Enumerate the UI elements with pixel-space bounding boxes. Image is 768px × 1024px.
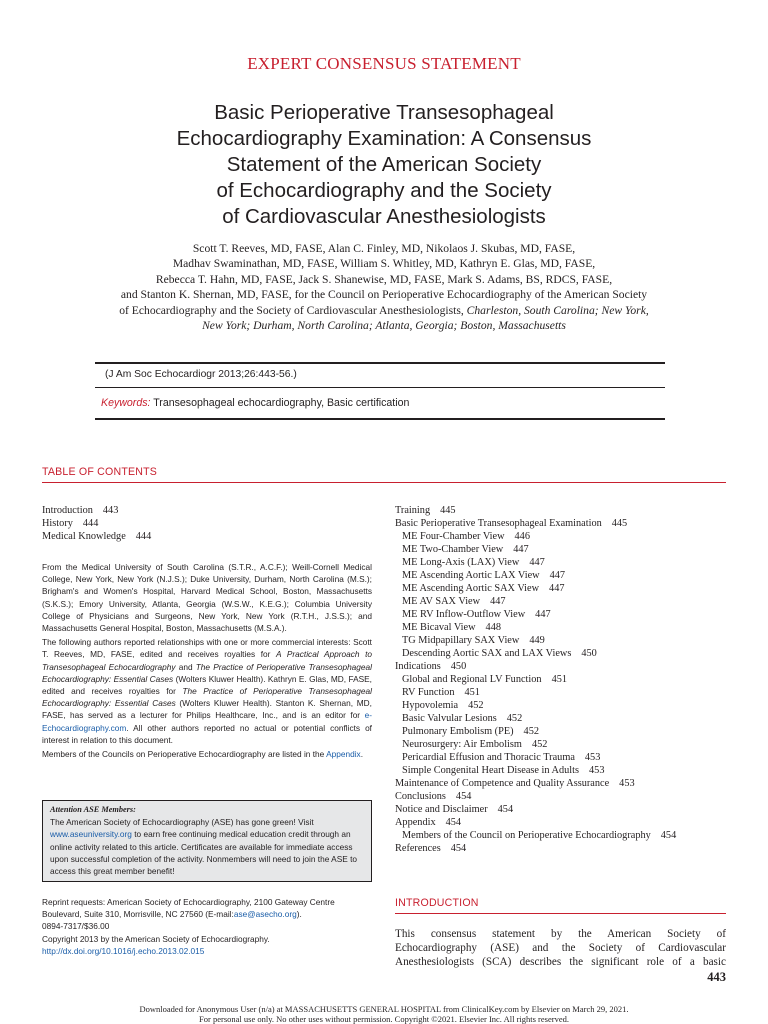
toc-entry[interactable]: Conclusions 454 bbox=[395, 791, 472, 802]
toc-entry[interactable]: ME Long-Axis (LAX) View 447 bbox=[402, 557, 545, 568]
author-line-plain: of Echocardiography and the Society of Cardiovascular Anesthesiologists, bbox=[119, 303, 464, 317]
toc-entry[interactable]: Notice and Disclaimer 454 bbox=[395, 804, 514, 815]
toc-entry[interactable]: TG Midpapillary SAX View 449 bbox=[402, 635, 545, 646]
affiliations-block bbox=[42, 561, 372, 760]
introduction-heading: INTRODUCTION bbox=[395, 897, 479, 909]
reprint-line: Boulevard, Suite 310, Morrisville, NC 27560 (E-mail:ase@asecho.org). bbox=[42, 909, 302, 920]
keywords bbox=[101, 397, 409, 409]
author-line bbox=[84, 303, 684, 318]
toc-entry[interactable]: ME Ascending Aortic LAX View 447 bbox=[402, 570, 566, 581]
citation: (J Am Soc Echocardiogr 2013;26:443-56.) bbox=[105, 369, 297, 380]
toc-divider bbox=[42, 482, 726, 483]
page-number: 443 bbox=[707, 970, 726, 984]
toc-right-column bbox=[395, 504, 730, 855]
toc-entry[interactable]: ME AV SAX View 447 bbox=[402, 596, 506, 607]
toc-entry[interactable]: Hypovolemia 452 bbox=[402, 700, 484, 711]
keywords-label: Keywords: bbox=[101, 397, 151, 409]
toc-entry[interactable]: Medical Knowledge 444 bbox=[42, 531, 152, 542]
toc-entry[interactable]: Descending Aortic SAX and LAX Views 450 bbox=[402, 648, 597, 659]
toc-entry[interactable]: ME Four-Chamber View 446 bbox=[402, 531, 530, 542]
echo-website-link[interactable]: e-Echocardiography.com bbox=[42, 710, 373, 733]
toc-entry[interactable]: Basic Valvular Lesions 452 bbox=[402, 713, 523, 724]
author-list bbox=[84, 241, 684, 333]
title-line: Echocardiography Examination: A Consensus bbox=[176, 127, 592, 150]
author-line: Scott T. Reeves, MD, FASE, Alan C. Finley, MD, Nikolaos J. Skubas, MD, FASE, bbox=[192, 242, 576, 255]
toc-entry[interactable]: Simple Congenital Heart Disease in Adults 453 bbox=[402, 765, 605, 776]
footer-line: Downloaded for Anonymous User (n/a) at MASSACHUSETTS GENERAL HOSPITAL from ClinicalKey.com by Elsevier on March 29, 2021. bbox=[139, 1004, 629, 1014]
introduction-text bbox=[395, 927, 726, 969]
disclosure-text: The following authors reported relationships with one or more commercial interests: Scott T. Reeves, MD, FASE, edited and receives royalties for A Practical Approach to Transesophageal Echocardiography and The Practice of Perioperative Transesophageal Echocardiography: Essential Cases (Wolters Kluwer Health). Kathryn E. Glas, MD, FASE, edited and receives royalties for The Practice of Perioperative Transesophageal Echocardiography: Essential Cases (Wolters Kluwer Health). Stanton K. Shernan, MD, FASE, has served as a lecturer for Philips Healthcare, Inc., and is an editor for e-Echocardiography.com. All other authors reported no actual or potential conflicts of interest in relation to this document. bbox=[42, 637, 373, 745]
introduction-divider bbox=[395, 913, 726, 914]
author-line bbox=[84, 318, 684, 333]
keywords-text: Transesophageal echocardiography, Basic certification bbox=[153, 397, 410, 409]
issn: 0894-7317/$36.00 bbox=[42, 921, 110, 932]
author-location: New York; Durham, North Carolina; Atlanta, Georgia; Boston, Massachusetts bbox=[202, 319, 566, 333]
affiliations-text: From the Medical University of South Carolina (S.T.R., A.C.F.); Weill-Cornell Medical College, New York, New York (N.J.S.); Duke University, Durham, North Carolina (M.S.); Brigham's and Women's Hospital, Harvard Medical School, Boston, Massachusetts (S.K.S.); Emory University, Atlanta, Georgia (W.S.W., K.E.G.); Columbia University College of Physicians and Surgeons, New York, New York (R.T.H., J.S.S.); and Massachusetts General Hospital, Boston, Massachusetts (M.S.A.). bbox=[42, 562, 372, 634]
toc-entry[interactable]: ME RV Inflow-Outflow View 447 bbox=[402, 609, 551, 620]
ase-university-link[interactable]: www.aseuniversity.org bbox=[50, 829, 132, 840]
divider bbox=[95, 418, 665, 420]
toc-entry[interactable]: Basic Perioperative Transesophageal Examination 445 bbox=[395, 518, 628, 529]
title-line: Statement of the American Society bbox=[226, 153, 542, 176]
appendix-link[interactable]: Appendix bbox=[326, 749, 361, 760]
author-line: and Stanton K. Shernan, MD, FASE, for the Council on Perioperative Echocardiography of the American Society bbox=[120, 288, 648, 302]
toc-entry[interactable]: Global and Regional LV Function 451 bbox=[402, 674, 568, 685]
toc-entry[interactable]: Maintenance of Competence and Quality Assurance 453 bbox=[395, 778, 635, 789]
toc-entry[interactable]: Neurosurgery: Air Embolism 452 bbox=[402, 739, 548, 750]
title-line: Basic Perioperative Transesophageal bbox=[214, 101, 554, 124]
notice-title: Attention ASE Members: bbox=[50, 805, 136, 814]
toc-entry[interactable]: Appendix 454 bbox=[395, 817, 462, 828]
intro-line: This consensus statement by the American Society of bbox=[395, 928, 726, 940]
intro-line: Anesthesiologists (SCA) describes the significant role of a basic bbox=[395, 956, 726, 968]
toc-heading: TABLE OF CONTENTS bbox=[42, 466, 158, 478]
reprint-info bbox=[42, 896, 372, 957]
intro-line: Echocardiography (ASE) and the Society of Cardiovascular bbox=[395, 942, 726, 954]
author-line: Rebecca T. Hahn, MD, FASE, Jack S. Shanewise, MD, FASE, Mark S. Adams, BS, RDCS, FASE, bbox=[155, 272, 613, 286]
toc-entry[interactable]: Members of the Council on Perioperative Echocardiography 454 bbox=[402, 830, 677, 841]
notice-text: The American Society of Echocardiography (ASE) has gone green! Visit bbox=[50, 817, 314, 828]
toc-entry[interactable]: Training 445 bbox=[395, 505, 456, 516]
toc-entry[interactable]: ME Bicaval View 448 bbox=[402, 622, 501, 633]
section-label: EXPERT CONSENSUS STATEMENT bbox=[247, 54, 521, 73]
toc-left-column bbox=[42, 504, 151, 543]
author-line: Madhav Swaminathan, MD, FASE, William S. Whitley, MD, Kathryn E. Glas, MD, FASE, bbox=[172, 257, 596, 271]
toc-entry[interactable]: Pericardial Effusion and Thoracic Trauma 453 bbox=[402, 752, 601, 763]
notice-text: to earn free continuing medical education credit through an online activity related to this article. Certificates are available for immediate access upon successful completion of the activity. Nonmembers will need to join the ASE to access this great member benefit! bbox=[50, 829, 357, 877]
divider bbox=[95, 362, 665, 364]
toc-entry[interactable]: RV Function 451 bbox=[402, 687, 480, 698]
members-note: Members of the Councils on Perioperative Echocardiography are listed in the Appendix. bbox=[42, 749, 364, 760]
toc-entry[interactable]: ME Two-Chamber View 447 bbox=[402, 544, 529, 555]
toc-entry[interactable]: Pulmonary Embolism (PE) 452 bbox=[402, 726, 539, 737]
author-location: Charleston, South Carolina; New York, bbox=[466, 303, 649, 317]
toc-entry[interactable]: References 454 bbox=[395, 843, 467, 854]
email-link[interactable]: ase@asecho.org bbox=[233, 909, 297, 920]
toc-entry[interactable]: Introduction 443 bbox=[42, 505, 119, 516]
copyright: Copyright 2013 by the American Society of Echocardiography. bbox=[42, 933, 270, 944]
reprint-line: Reprint requests: American Society of Echocardiography, 2100 Gateway Centre bbox=[42, 897, 335, 907]
article-title bbox=[84, 100, 684, 230]
toc-entry[interactable]: ME Ascending Aortic SAX View 447 bbox=[402, 583, 565, 594]
title-line: of Cardiovascular Anesthesiologists bbox=[222, 205, 546, 228]
footer-line: For personal use only. No other uses without permission. Copyright ©2021. Elsevier Inc. All rights reserved. bbox=[199, 1014, 569, 1024]
title-line: of Echocardiography and the Society bbox=[216, 179, 552, 202]
ase-members-notice bbox=[42, 800, 372, 882]
toc-entry[interactable]: History 444 bbox=[42, 518, 99, 529]
download-footer bbox=[0, 1004, 768, 1024]
toc-entry[interactable]: Indications 450 bbox=[395, 661, 467, 672]
divider bbox=[95, 387, 665, 388]
doi-link[interactable]: http://dx.doi.org/10.1016/j.echo.2013.02.015 bbox=[42, 945, 205, 956]
